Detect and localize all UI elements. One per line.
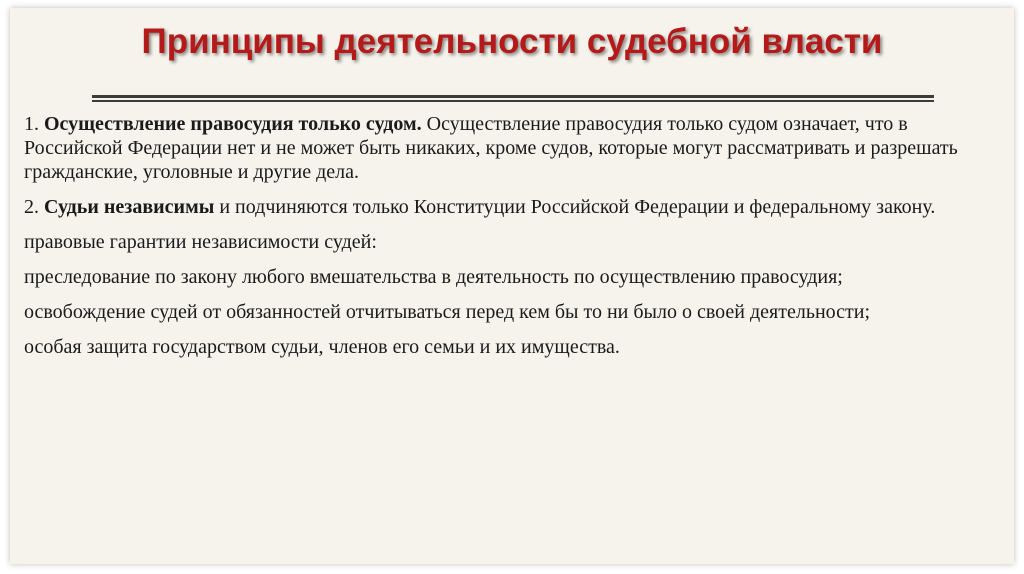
principle-1-number: 1. <box>24 113 44 135</box>
title-divider <box>92 95 934 98</box>
principle-2-paragraph <box>24 195 984 219</box>
principle-2-heading: Судьи независимы <box>44 196 215 218</box>
slide-body <box>24 112 984 370</box>
principle-1-paragraph <box>24 112 984 184</box>
slide <box>10 8 1014 564</box>
principle-2-number: 2. <box>24 196 44 218</box>
title-divider-secondary <box>92 100 934 102</box>
guarantees-heading: правовые гарантии независимости судей: <box>24 231 377 253</box>
principle-1-heading: Осуществление правосудия только судом. <box>44 113 422 135</box>
principle-1-text: Осуществление правосудия только судом означает, что в Российской Федерации нет и не может быть никаких, кроме судов, которые могут рассматривать и разрешать гражданские, уголовные и другие дела. <box>24 113 958 183</box>
guarantee-item-exemption: освобождение судей от обязанностей отчитываться перед кем бы то ни было о своей деятельности; <box>24 301 871 323</box>
slide-title: Принципы деятельности судебной власти <box>141 22 883 61</box>
principle-2-text: и подчиняются только Конституции Российской Федерации и федеральному закону. <box>214 196 936 218</box>
guarantee-item-prosecution: преследование по закону любого вмешательства в деятельность по осуществлению правосудия; <box>24 266 843 288</box>
guarantee-item-protection: особая защита государством судьи, членов его семьи и их имущества. <box>24 336 620 358</box>
